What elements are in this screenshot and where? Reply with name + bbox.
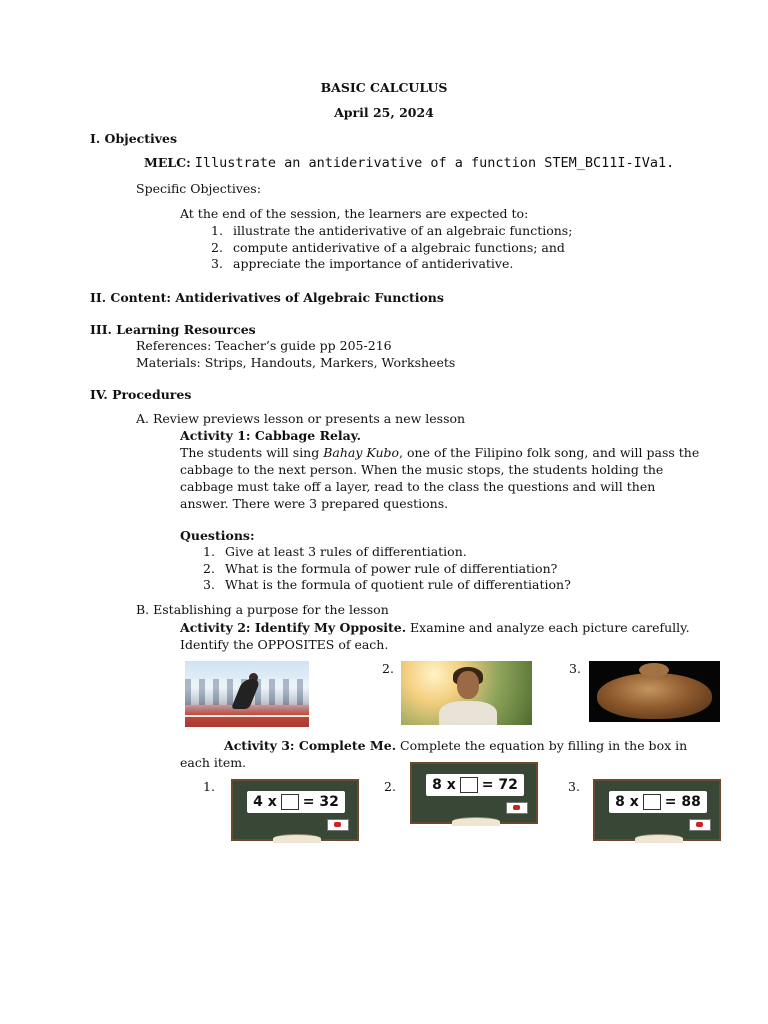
questions-list bbox=[203, 544, 571, 594]
eraser-icon bbox=[327, 819, 349, 831]
list-item: 1. Give at least 3 rules of differentiation. bbox=[203, 544, 467, 559]
runner-photo bbox=[185, 661, 309, 727]
answer-box bbox=[281, 794, 299, 810]
procedures-heading: IV. Procedures bbox=[90, 387, 192, 402]
resources-heading: III. Learning Resources bbox=[90, 322, 256, 337]
activity1-description: The students will sing Bahay Kubo, one of the Filipino folk song, and will pass the cabbage to the next person. When the music stops, the students holding the cabbage must take off a layer, read to the class the questions and will then answer. There were 3 prepared questions. bbox=[180, 445, 700, 511]
list-item: 2. compute antiderivative of a algebraic functions; and bbox=[211, 239, 565, 255]
melc-text: Illustrate an antiderivative of a function STEM_BC11I-IVa1. bbox=[194, 155, 675, 171]
answer-box bbox=[643, 794, 661, 810]
procedure-b-label: B. Establishing a purpose for the lesson bbox=[136, 602, 389, 617]
questions-label: Questions: bbox=[180, 528, 255, 543]
content-heading: II. Content: Antiderivatives of Algebraic Functions bbox=[90, 290, 444, 305]
procedure-a-label: A. Review previews lesson or presents a new lesson bbox=[136, 411, 466, 426]
answer-box bbox=[460, 777, 478, 793]
equation-board bbox=[410, 762, 538, 824]
equation-board bbox=[593, 779, 721, 841]
activity3-description: Activity 3: Complete Me. Complete the equation by filling in the box in each item. bbox=[180, 738, 688, 770]
equation-board bbox=[231, 779, 359, 841]
book-icon bbox=[452, 817, 500, 826]
eraser-icon bbox=[689, 819, 711, 831]
doc-title: BASIC CALCULUS bbox=[320, 80, 448, 95]
activity3-title: Activity 3: Complete Me. bbox=[224, 738, 397, 753]
melc-line bbox=[144, 155, 674, 171]
materials-text: Materials: Strips, Handouts, Markers, Worksheets bbox=[136, 355, 456, 370]
equation-card: 8 x = 72 bbox=[426, 774, 524, 796]
list-item: 1. illustrate the antiderivative of an algebraic functions; bbox=[211, 223, 573, 238]
eraser-icon bbox=[506, 802, 528, 814]
picture-number: 3. bbox=[569, 661, 581, 676]
specific-objectives-label: Specific Objectives: bbox=[136, 181, 261, 196]
list-item: 3. appreciate the importance of antiderivative. bbox=[211, 256, 514, 271]
song-title: Bahay Kubo bbox=[323, 445, 400, 460]
book-icon bbox=[273, 834, 321, 843]
activity1-title: Activity 1: Cabbage Relay. bbox=[180, 428, 361, 443]
equation-card: 4 x = 32 bbox=[247, 791, 345, 813]
objectives-intro: At the end of the session, the learners are expected to: bbox=[180, 206, 529, 221]
objectives-heading: I. Objectives bbox=[90, 131, 178, 146]
equation-card: 8 x = 88 bbox=[609, 791, 707, 813]
equation-number: 1. bbox=[203, 779, 215, 794]
equation-number: 2. bbox=[384, 779, 396, 794]
objectives-list bbox=[211, 223, 572, 273]
equation-number: 3. bbox=[568, 779, 580, 794]
shell-photo bbox=[589, 661, 720, 722]
book-icon bbox=[635, 834, 683, 843]
list-item: 2. What is the formula of power rule of differentiation? bbox=[203, 560, 558, 576]
activity2-title: Activity 2: Identify My Opposite. bbox=[180, 620, 407, 635]
smiling-woman-photo bbox=[401, 661, 532, 725]
melc-label: MELC: bbox=[144, 155, 191, 170]
references-text: References: Teacher’s guide pp 205-216 bbox=[136, 338, 392, 353]
picture-number: 2. bbox=[382, 661, 394, 676]
activity2-description: Activity 2: Identify My Opposite. Examine and analyze each picture carefully. Identify the OPPOSITES of each. bbox=[180, 620, 690, 652]
list-item: 3. What is the formula of quotient rule of differentiation? bbox=[203, 577, 571, 592]
doc-date: April 25, 2024 bbox=[334, 105, 434, 120]
